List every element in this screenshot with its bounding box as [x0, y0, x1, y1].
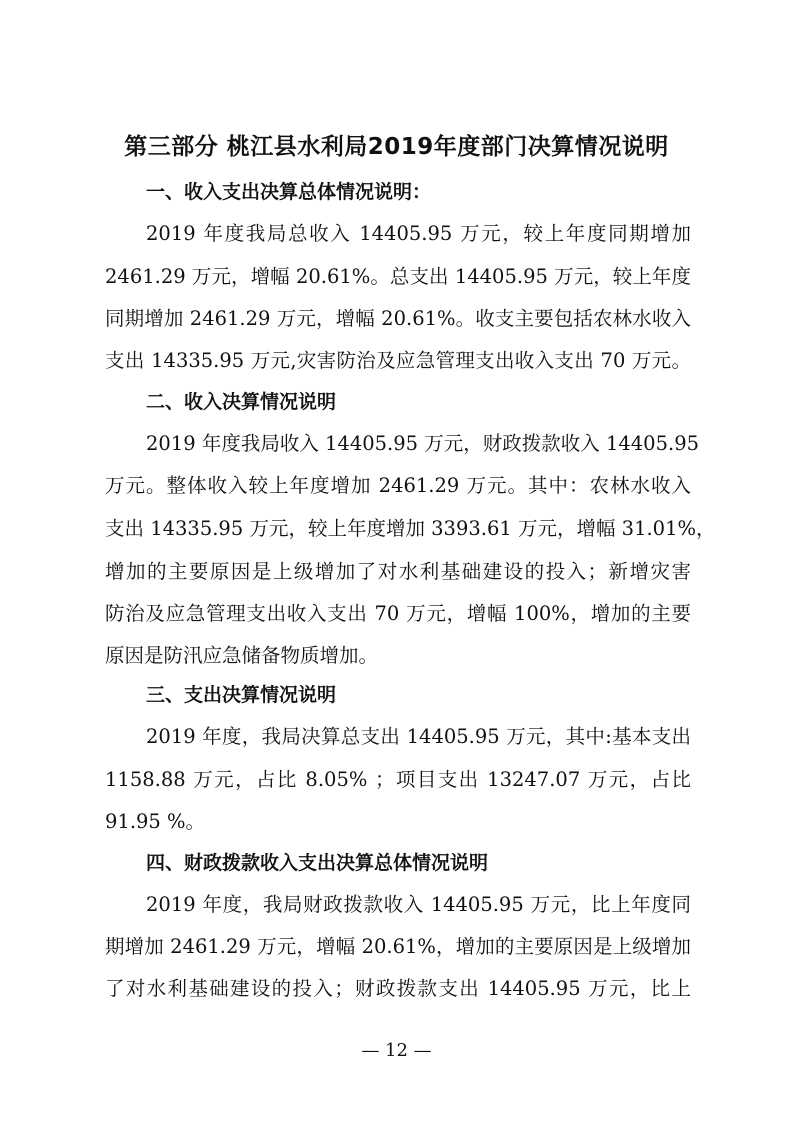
- paragraph-line: 2019 年度我局收入 14405.95 万元，财政拨款收入 14405.95: [146, 432, 700, 455]
- paragraph-line: 2019 年度，我局财政拨款收入 14405.95 万元，比上年度同: [146, 893, 691, 916]
- paragraph-line: 2019 年度我局总收入 14405.95 万元，较上年度同期增加: [146, 222, 691, 245]
- paragraph-line: 2461.29 万元，增幅 20.61%。总支出 14405.95 万元，较上年度: [105, 265, 691, 288]
- section-heading-3: 三、支出决算情况说明: [146, 684, 337, 706]
- paragraph-line: 增加的主要原因是上级增加了对水利基础建设的投入；新增灾害: [105, 560, 691, 583]
- paragraph-line: 同期增加 2461.29 万元，增幅 20.61%。收支主要包括农林水收入: [105, 307, 691, 330]
- page-title: 第三部分 桃江县水利局2019年度部门决算情况说明: [124, 134, 669, 160]
- paragraph-line: 1158.88 万元，占比 8.05% ；项目支出 13247.07 万元，占比: [105, 768, 691, 791]
- paragraph-line: 支出 14335.95 万元，较上年度增加 3393.61 万元，增幅 31.01%，: [105, 517, 716, 540]
- paragraph-line: 防治及应急管理支出收入支出 70 万元，增幅 100%，增加的主要: [105, 602, 691, 625]
- page-number: — 12 —: [361, 1040, 432, 1061]
- paragraph-line: 91.95 %。: [105, 810, 206, 833]
- paragraph-line: 了对水利基础建设的投入；财政拨款支出 14405.95 万元，比上: [105, 977, 691, 1000]
- paragraph-line: 2019 年度，我局决算总支出 14405.95 万元，其中:基本支出: [146, 725, 691, 748]
- paragraph-line: 期增加 2461.29 万元，增幅 20.61%，增加的主要原因是上级增加: [105, 935, 691, 958]
- paragraph-line: 原因是防汛应急储备物质增加。: [105, 644, 379, 667]
- section-heading-2: 二、收入决算情况说明: [146, 391, 337, 413]
- paragraph-line: 万元。整体收入较上年度增加 2461.29 万元。其中：农林水收入: [105, 474, 691, 497]
- section-heading-1: 一、收入支出决算总体情况说明：: [146, 181, 432, 203]
- section-heading-4: 四、财政拨款收入支出决算总体情况说明: [146, 852, 489, 874]
- paragraph-line: 支出 14335.95 万元,灾害防治及应急管理支出收入支出 70 万元。: [105, 349, 691, 372]
